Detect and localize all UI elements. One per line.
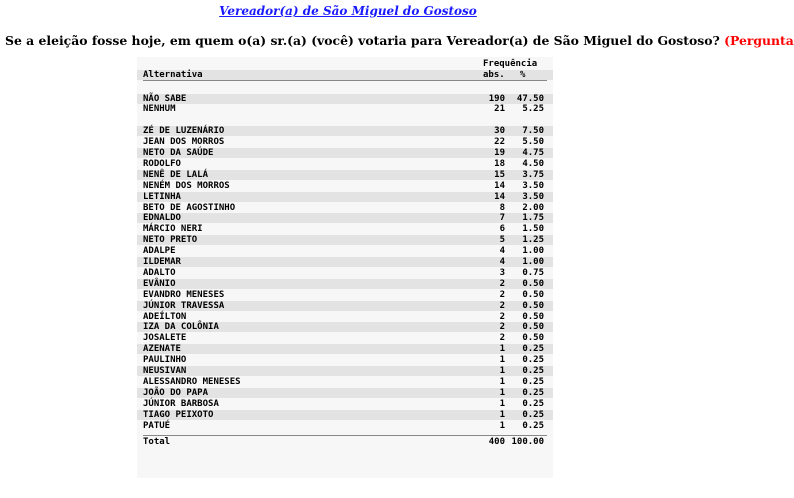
abs-value: 1: [499, 344, 505, 355]
table-row: [137, 104, 553, 114]
abs-value: 1: [499, 409, 505, 420]
percent-value: 5.50: [522, 137, 544, 148]
abs-value: 14: [494, 191, 505, 202]
abs-value: 1: [499, 420, 505, 431]
header-divider: [143, 80, 547, 81]
percent-value: 0.25: [522, 409, 544, 420]
alternative-name: NETO PRETO: [143, 235, 198, 246]
alternative-name: IZA DA COLÔNIA: [143, 322, 219, 333]
abs-value: 5: [499, 235, 505, 246]
alternative-name: Total: [143, 436, 171, 447]
table-row: [137, 355, 553, 365]
percent-value: 0.50: [522, 333, 544, 344]
percent-value: 0.50: [522, 322, 544, 333]
alternative-name: ZÉ DE LUZENÁRIO: [143, 126, 225, 137]
alternative-name: JOÃO DO PAPA: [143, 387, 209, 398]
abs-value: 7: [499, 213, 505, 224]
table-row: [137, 421, 553, 431]
table-row: [137, 126, 553, 136]
alternative-name: EVANDRO MENESES: [143, 289, 225, 300]
alternative-name: NÃO SABE: [143, 93, 187, 104]
abs-value: 3: [499, 267, 505, 278]
alternative-name: JOSALETE: [143, 333, 187, 344]
abs-value: 18: [494, 158, 505, 169]
table-row: [137, 192, 553, 202]
percent-value: 1.00: [522, 246, 544, 257]
table-row: [137, 377, 553, 387]
alternative-name: NENHUM: [143, 104, 176, 115]
percent-value: 1.00: [522, 257, 544, 267]
percent-value: 0.25: [522, 366, 544, 376]
percent-value: 3.75: [522, 169, 544, 180]
alternative-name: PAULINHO: [143, 355, 187, 366]
alternative-name: LETINHA: [143, 191, 181, 202]
table-header-row-1: [137, 59, 553, 69]
percent-value: 2.00: [522, 202, 544, 213]
abs-value: 8: [499, 202, 505, 213]
abs-value: 21: [494, 104, 505, 115]
table-row: [137, 333, 553, 343]
table-row: [137, 203, 553, 213]
percent-value: 3.50: [522, 191, 544, 202]
abs-value: 1: [499, 366, 505, 376]
table-row: [137, 268, 553, 278]
abs-value: 4: [499, 246, 505, 257]
header-abs: abs.: [483, 70, 505, 80]
percent-value: 47.50: [516, 93, 544, 104]
table-row: [137, 235, 553, 245]
table-row: [137, 322, 553, 332]
alternative-name: EVÂNIO: [143, 278, 176, 289]
alternative-name: JEAN DOS MORROS: [143, 137, 225, 148]
percent-value: 1.50: [522, 224, 544, 235]
percent-value: 0.50: [522, 311, 544, 322]
percent-value: 0.50: [522, 300, 544, 311]
alternative-name: MÁRCIO NERI: [143, 224, 203, 235]
percent-value: 5.25: [522, 104, 544, 115]
percent-value: 3.50: [522, 180, 544, 191]
alternative-name: JÚNIOR TRAVESSA: [143, 300, 225, 311]
total-row: [137, 437, 553, 447]
percent-value: 0.25: [522, 355, 544, 366]
table-row: [137, 181, 553, 191]
alternative-name: ILDEMAR: [143, 257, 181, 267]
percent-value: 4.75: [522, 148, 544, 158]
table-row: [137, 246, 553, 256]
table-row: [137, 388, 553, 398]
alternative-name: PATUÉ: [143, 420, 171, 431]
percent-value: 0.50: [522, 278, 544, 289]
percent-value: 0.25: [522, 398, 544, 409]
alternative-name: NETO DA SAÚDE: [143, 148, 214, 158]
abs-value: 15: [494, 169, 505, 180]
survey-question: [5, 33, 794, 48]
alternative-name: RODOLFO: [143, 158, 181, 169]
percent-value: 1.75: [522, 213, 544, 224]
abs-value: 1: [499, 376, 505, 387]
table-row: [137, 159, 553, 169]
abs-value: 190: [488, 93, 505, 104]
alternative-name: TIAGO PEIXOTO: [143, 409, 214, 420]
table-row: [137, 257, 553, 267]
table-row: [137, 148, 553, 158]
percent-value: 0.25: [522, 420, 544, 431]
table-row: [137, 410, 553, 420]
percent-value: 7.50: [522, 126, 544, 137]
alternative-name: ALESSANDRO MENESES: [143, 376, 241, 387]
header-percent: %: [520, 70, 526, 80]
abs-value: 1: [499, 387, 505, 398]
table-row: [137, 366, 553, 376]
abs-value: 2: [499, 300, 505, 311]
abs-value: 2: [499, 289, 505, 300]
alternative-name: JÚNIOR BARBOSA: [143, 398, 219, 409]
question-text: Se a eleição fosse hoje, em quem o(a) sr.(a) (você) votaria para Vereador(a) de São Miguel do Gostoso?: [5, 33, 720, 48]
abs-value: 2: [499, 333, 505, 344]
alternative-name: EDNALDO: [143, 213, 181, 224]
percent-value: 0.25: [522, 344, 544, 355]
header-frequency: Frequência: [483, 59, 538, 69]
table-row: [137, 301, 553, 311]
abs-value: 30: [494, 126, 505, 137]
table-row: [137, 137, 553, 147]
percent-value: 4.50: [522, 158, 544, 169]
alternative-name: NEUSIVAN: [143, 366, 187, 376]
question-tag: (Pergunta: [724, 33, 794, 48]
percent-value: 1.25: [522, 235, 544, 246]
abs-value: 2: [499, 322, 505, 333]
header-alternative: Alternativa: [143, 70, 203, 80]
table-row: [137, 94, 553, 104]
alternative-name: ADALTO: [143, 267, 176, 278]
alternative-name: NENÊ DE LALÁ: [143, 169, 209, 180]
abs-value: 2: [499, 278, 505, 289]
table-row: [137, 224, 553, 234]
alternative-name: ADALPE: [143, 246, 176, 257]
table-row: [137, 279, 553, 289]
percent-value: 0.50: [522, 289, 544, 300]
table-row: [137, 170, 553, 180]
alternative-name: BETO DE AGOSTINHO: [143, 202, 236, 213]
percent-value: 0.25: [522, 387, 544, 398]
abs-value: 4: [499, 257, 505, 267]
abs-value: 19: [494, 148, 505, 158]
abs-value: 6: [499, 224, 505, 235]
table-row: [137, 290, 553, 300]
alternative-name: AZENATE: [143, 344, 181, 355]
abs-value: 22: [494, 137, 505, 148]
abs-value: 2: [499, 311, 505, 322]
abs-value: 400: [488, 436, 505, 447]
percent-value: 100.00: [511, 436, 544, 447]
table-row: [137, 399, 553, 409]
abs-value: 1: [499, 398, 505, 409]
table-row: [137, 213, 553, 223]
table-header-row-2: [137, 70, 553, 80]
abs-value: 1: [499, 355, 505, 366]
table-row: [137, 312, 553, 322]
alternative-name: ADEÍLTON: [143, 311, 187, 322]
percent-value: 0.25: [522, 376, 544, 387]
abs-value: 14: [494, 180, 505, 191]
report-title-link[interactable]: Vereador(a) de São Miguel do Gostoso: [219, 4, 477, 18]
percent-value: 0.75: [522, 267, 544, 278]
alternative-name: NENÉM DOS MORROS: [143, 180, 230, 191]
frequency-table: [137, 57, 553, 478]
table-row: [137, 344, 553, 354]
